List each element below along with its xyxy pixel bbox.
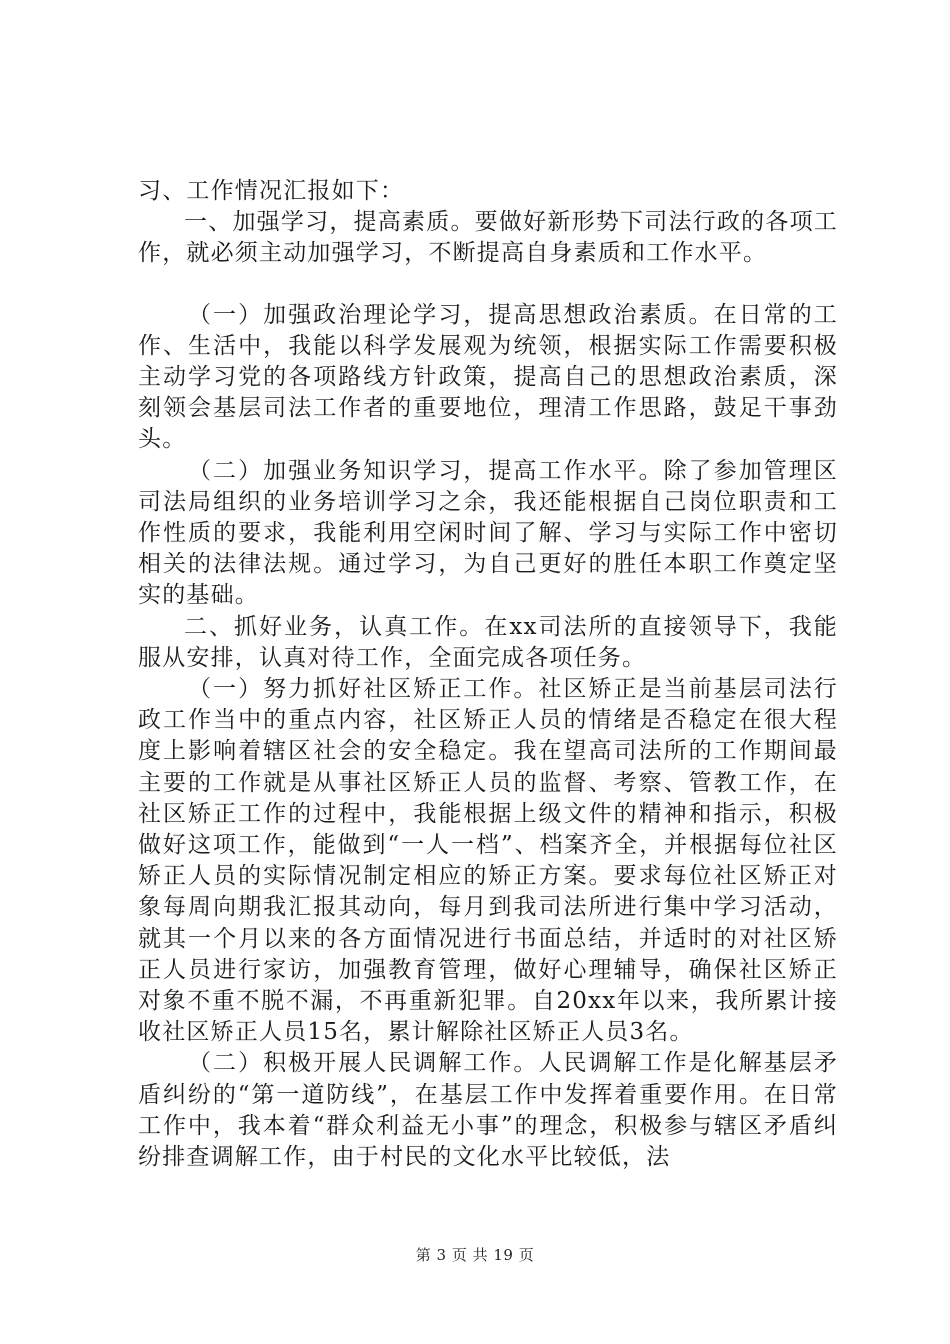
paragraph-section-1: 一、加强学习，提高素质。要做好新形势下司法行政的各项工作，就必须主动加强学习，不断提高自身素质和工作水平。 bbox=[138, 209, 838, 267]
paragraph-section-1-2: （二）加强业务知识学习，提高工作水平。除了参加管理区司法局组织的业务培训学习之余，我还能根据自己岗位职责和工作性质的要求，我能利用空闲时间了解、学习与实际工作中密切相关的法律法规。通过学习，为自己更好的胜任本职工作奠定坚实的基础。 bbox=[138, 457, 838, 609]
paragraph-section-2-1: （一）努力抓好社区矫正工作。社区矫正是当前基层司法行政工作当中的重点内容，社区矫正人员的情绪是否稳定在很大程度上影响着辖区社会的安全稳定。我在望高司法所的工作期间最主要的工作就是从事社区矫正人员的监督、考察、管教工作，在社区矫正工作的过程中，我能根据上级文件的精神和指示，积极做好这项工作，能做到“一人一档”、档案齐全，并根据每位社区矫正人员的实际情况制定相应的矫正方案。要求每位社区矫正对象每周向期我汇报其动向，每月到我司法所进行集中学习活动，就其一个月以来的各方面情况进行书面总结，并适时的对社区矫正人员进行家访，加强教育管理，做好心理辅导，确保社区矫正对象不重不脱不漏，不再重新犯罪。自20xx年以来，我所累计接收社区矫正人员15名，累计解除社区矫正人员3名。 bbox=[138, 676, 838, 1046]
page-number-footer: 第 3 页 共 19 页 bbox=[415, 1246, 535, 1264]
paragraph-section-2: 二、抓好业务，认真工作。在xx司法所的直接领导下，我能服从安排，认真对待工作，全面完成各项任务。 bbox=[138, 613, 838, 671]
paragraph-section-2-2: （二）积极开展人民调解工作。人民调解工作是化解基层矛盾纠纷的“第一道防线”，在基层工作中发挥着重要作用。在日常工作中，我本着“群众利益无小事”的理念，积极参与辖区矛盾纠纷排查调解工作，由于村民的文化水平比较低，法 bbox=[138, 1050, 838, 1171]
document-body bbox=[138, 176, 838, 1173]
paragraph-continuation: 习、工作情况汇报如下： bbox=[138, 178, 405, 204]
paragraph-section-1-1: （一）加强政治理论学习，提高思想政治素质。在日常的工作、生活中，我能以科学发展观为统领，根据实际工作需要积极主动学习党的各项路线方针政策，提高自己的思想政治素质，深刻领会基层司法工作者的重要地位，理清工作思路，鼓足干事劲头。 bbox=[138, 301, 838, 453]
